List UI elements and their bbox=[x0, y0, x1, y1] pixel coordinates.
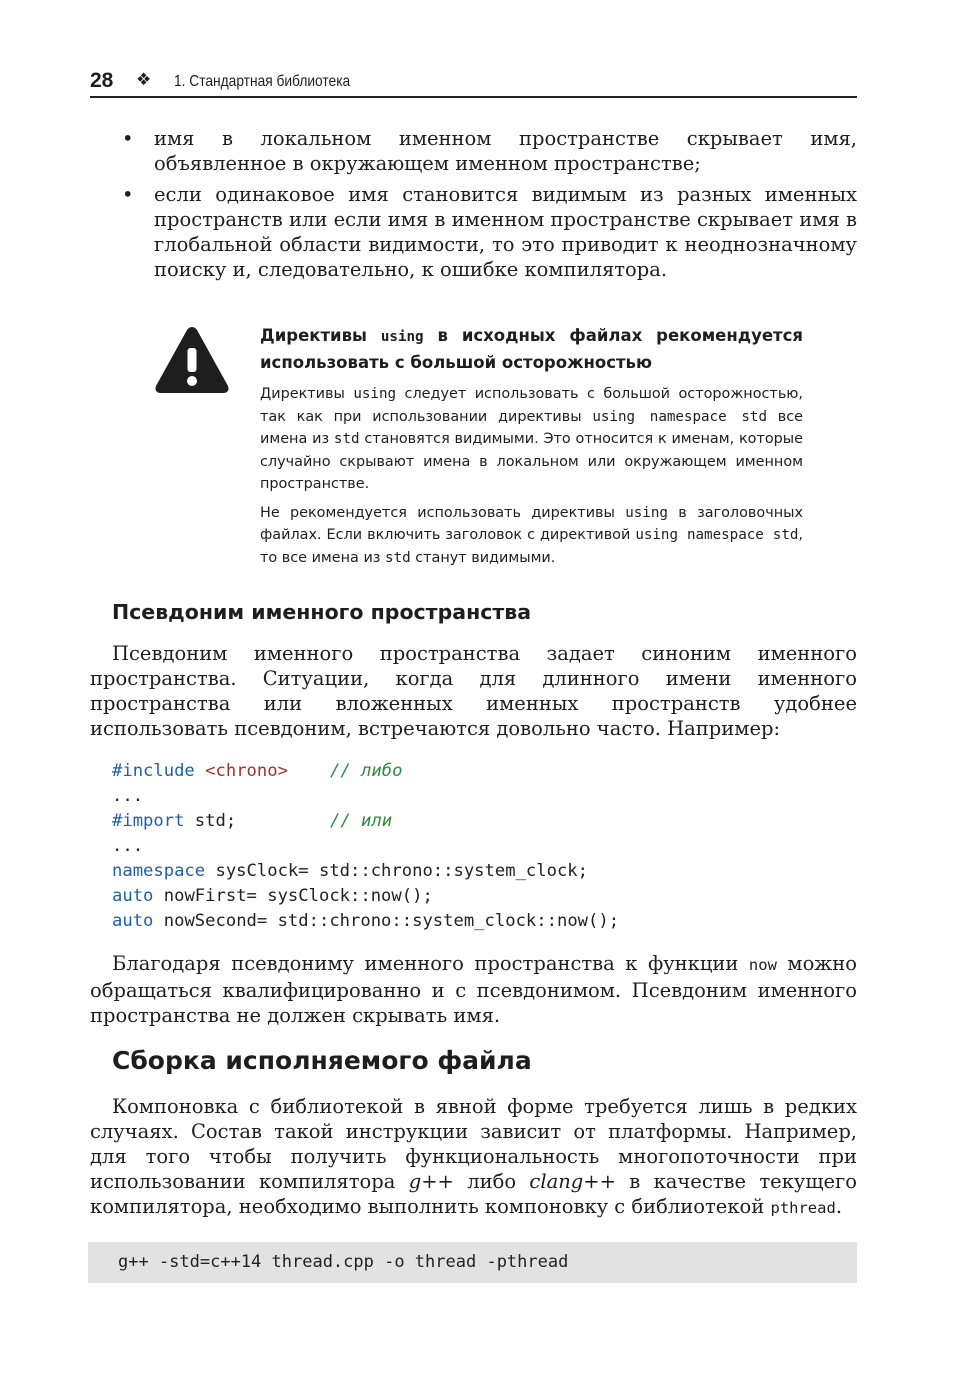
alias-after-paragraph: Благодаря псевдониму именного пространства к функции now можно обращаться квалифицированно и с псевдонимом. Псевдоним именного пространства не должен скрывать имя. bbox=[90, 952, 857, 1027]
note-title: Директивы using в исходных файлах рекомендуется использовать с большой осторожностью bbox=[260, 326, 803, 372]
code-line: #import std; // или bbox=[112, 811, 393, 831]
ornament-icon: ❖ bbox=[136, 70, 152, 89]
bullet-icon: • bbox=[122, 127, 134, 150]
command-box bbox=[88, 1242, 857, 1283]
code-line: auto nowFirst= sysClock::now(); bbox=[112, 886, 433, 906]
chapter-title: 1. Стандартная библиотека bbox=[174, 73, 351, 90]
code-line: ... bbox=[112, 786, 144, 806]
note-paragraph: Директивы using следует использовать с большой осторожностью, так как при использовании директивы using namespace std все имена из std становятся видимыми. Это относится к именам, которые случайно скрывают имена в локальном или окружающем именном пространстве. bbox=[260, 386, 803, 492]
warning-triangle-icon bbox=[153, 324, 231, 396]
section-heading-build: Сборка исполняемого файла bbox=[112, 1046, 532, 1075]
build-command: g++ -std=c++14 thread.cpp -o thread -pthread bbox=[118, 1252, 569, 1272]
section-heading-alias: Псевдоним именного пространства bbox=[112, 600, 532, 624]
running-header bbox=[90, 66, 857, 98]
code-line: namespace sysClock= std::chrono::system_clock; bbox=[112, 861, 589, 881]
alias-intro-paragraph: Псевдоним именного пространства задает синоним именного пространства. Ситуации, когда для длинного имени именного пространства или вложенных именных пространств удобнее использовать псевдоним, встречаются довольно часто. Например: bbox=[90, 642, 857, 740]
bullet-list bbox=[90, 126, 857, 288]
build-paragraph: Компоновка с библиотекой в явной форме требуется лишь в редких случаях. Состав такой инструкции зависит от платформы. Например, для того чтобы получить функциональность многопоточности при использовании компилятора g++ либо clang++ в качестве текущего компилятора, необходимо выполнить компоновку с библиотекой pthread. bbox=[90, 1095, 857, 1218]
code-line: #include <chrono> // либо bbox=[112, 761, 403, 781]
warning-note bbox=[260, 323, 803, 575]
note-paragraph: Не рекомендуется использовать директивы using в заголовочных файлах. Если включить заголовок с директивой using namespace std, то все имена из std станут видимыми. bbox=[260, 504, 803, 566]
code-listing bbox=[112, 759, 619, 934]
code-line: auto nowSecond= std::chrono::system_clock::now(); bbox=[112, 911, 620, 931]
page-number: 28 bbox=[90, 69, 114, 92]
bullet-icon: • bbox=[122, 183, 134, 206]
code-line: ... bbox=[112, 836, 144, 856]
list-item: • имя в локальном именном пространстве скрывает имя, объявленное в окружающем именном пространстве; bbox=[122, 127, 857, 175]
list-item: • если одинаковое имя становится видимым из разных именных пространств или если имя в именном пространстве скрывает имя в глобальной области видимости, то это приводит к неоднозначному поиску и, следовательно, к ошибке компилятора. bbox=[122, 183, 857, 281]
